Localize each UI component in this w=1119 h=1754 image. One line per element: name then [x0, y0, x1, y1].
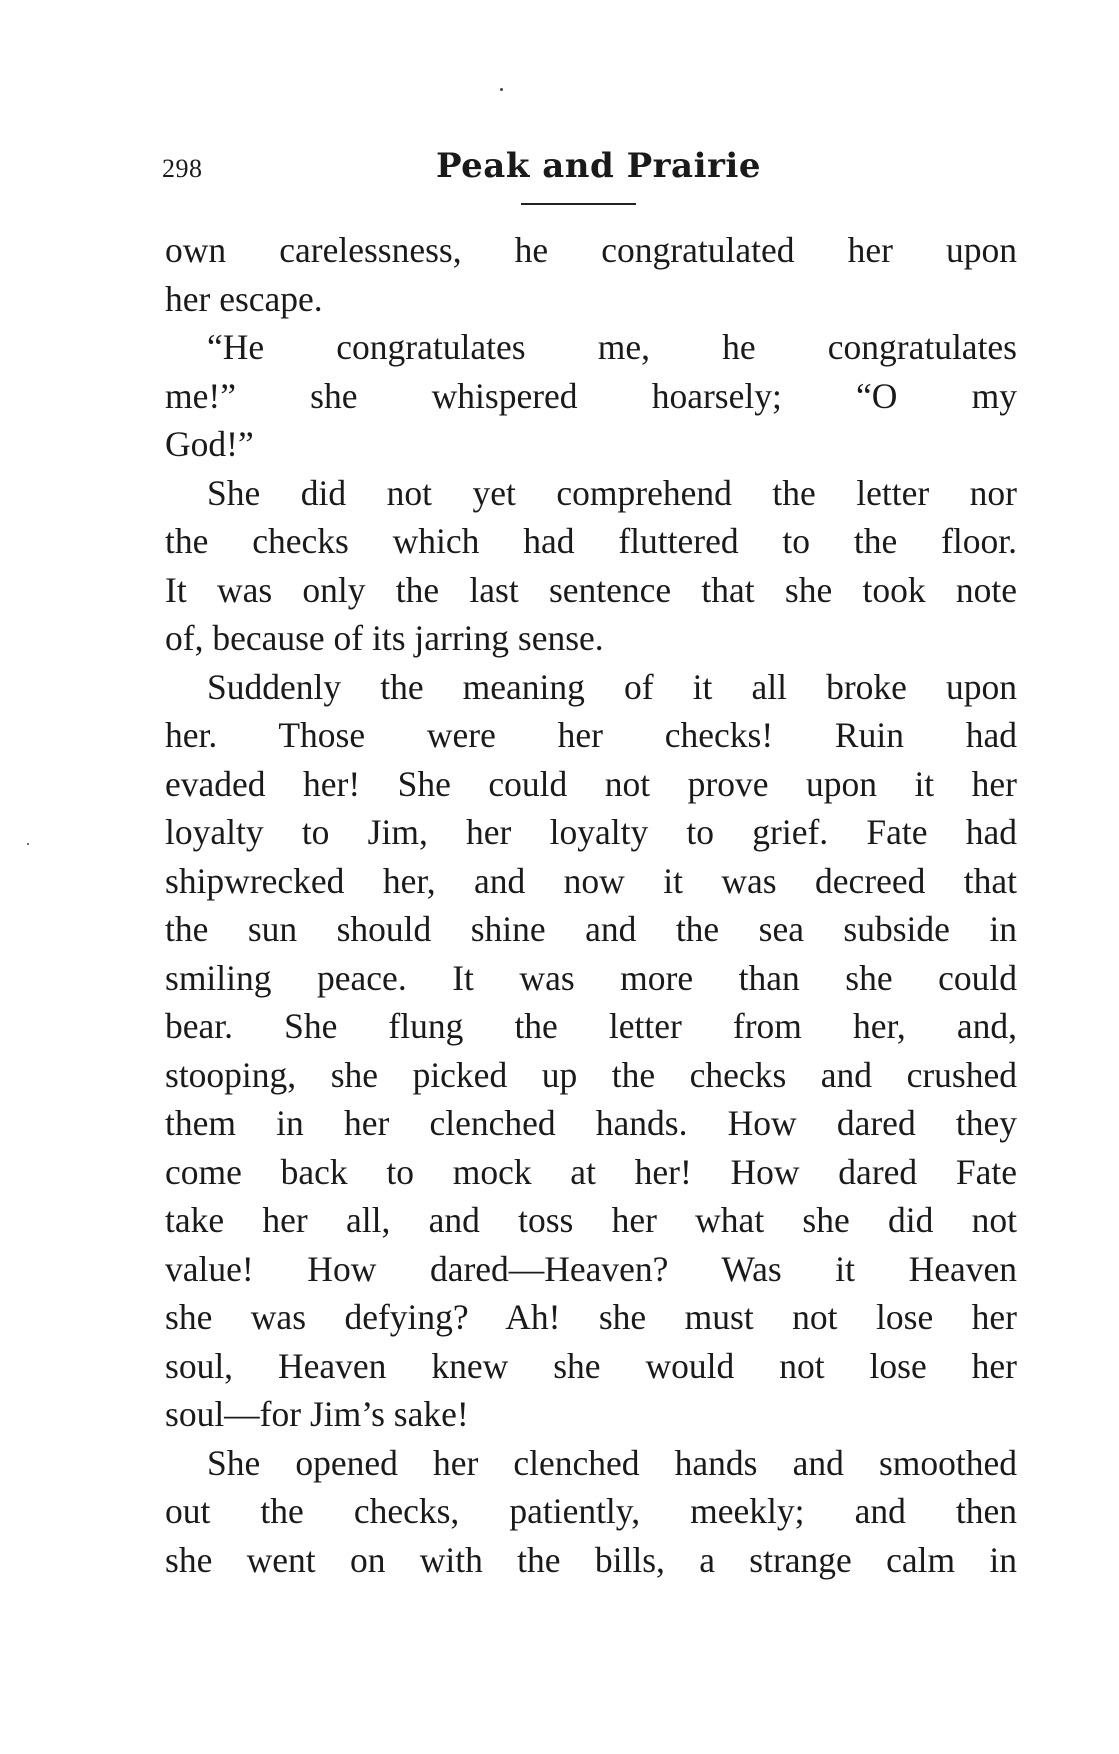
text-line: the checks which had fluttered to the floor. [165, 521, 1017, 561]
text-line: soul—for Jim’s sake! [165, 1394, 469, 1434]
running-head [160, 146, 1016, 206]
text-line: come back to mock at her! How dared Fate [165, 1151, 1017, 1192]
text-line: bear. She flung the letter from her, and, [165, 1006, 1017, 1046]
text-line: It was only the last sentence that she took note [165, 569, 1017, 610]
text-line: take her all, and toss her what she did not [165, 1200, 1017, 1240]
text-line: value! How dared—Heaven? Was it Heaven [165, 1248, 1017, 1289]
text-line: She did not yet comprehend the letter nor [207, 472, 1017, 513]
text-line: “He congratulates me, he congratulates [207, 327, 1017, 367]
text-line: she went on with the bills, a strange calm in [165, 1539, 1017, 1580]
paper-speck [500, 88, 503, 91]
text-line: smiling peace. It was more than she could [165, 957, 1017, 998]
running-title: Peak and Prairie [436, 146, 761, 186]
text-line: God!” [165, 424, 254, 464]
text-line: of, because of its jarring sense. [165, 618, 604, 658]
text-line: shipwrecked her, and now it was decreed that [165, 860, 1017, 901]
page-number: 298 [162, 154, 203, 183]
text-line: Suddenly the meaning of it all broke upon [207, 666, 1017, 707]
body-text [165, 226, 1017, 1584]
text-line: stooping, she picked up the checks and crushed [165, 1054, 1017, 1095]
text-line: her. Those were her checks! Ruin had [165, 715, 1017, 755]
text-line: them in her clenched hands. How dared they [165, 1103, 1017, 1143]
text-line: soul, Heaven knew she would not lose her [165, 1345, 1017, 1386]
text-line: own carelessness, he congratulated her upon [165, 230, 1017, 270]
text-line: the sun should shine and the sea subside in [165, 909, 1017, 949]
text-line: evaded her! She could not prove upon it her [165, 763, 1017, 804]
text-line: me!” she whispered hoarsely; “O my [165, 375, 1017, 416]
header-rule [521, 203, 636, 205]
text-line: out the checks, patiently, meekly; and then [165, 1491, 1017, 1531]
text-line: her escape. [165, 278, 323, 319]
paper-speck [27, 843, 29, 845]
text-line: loyalty to Jim, her loyalty to grief. Fate had [165, 812, 1017, 852]
text-line: she was defying? Ah! she must not lose her [165, 1297, 1017, 1337]
text-line: She opened her clenched hands and smoothed [207, 1442, 1017, 1483]
